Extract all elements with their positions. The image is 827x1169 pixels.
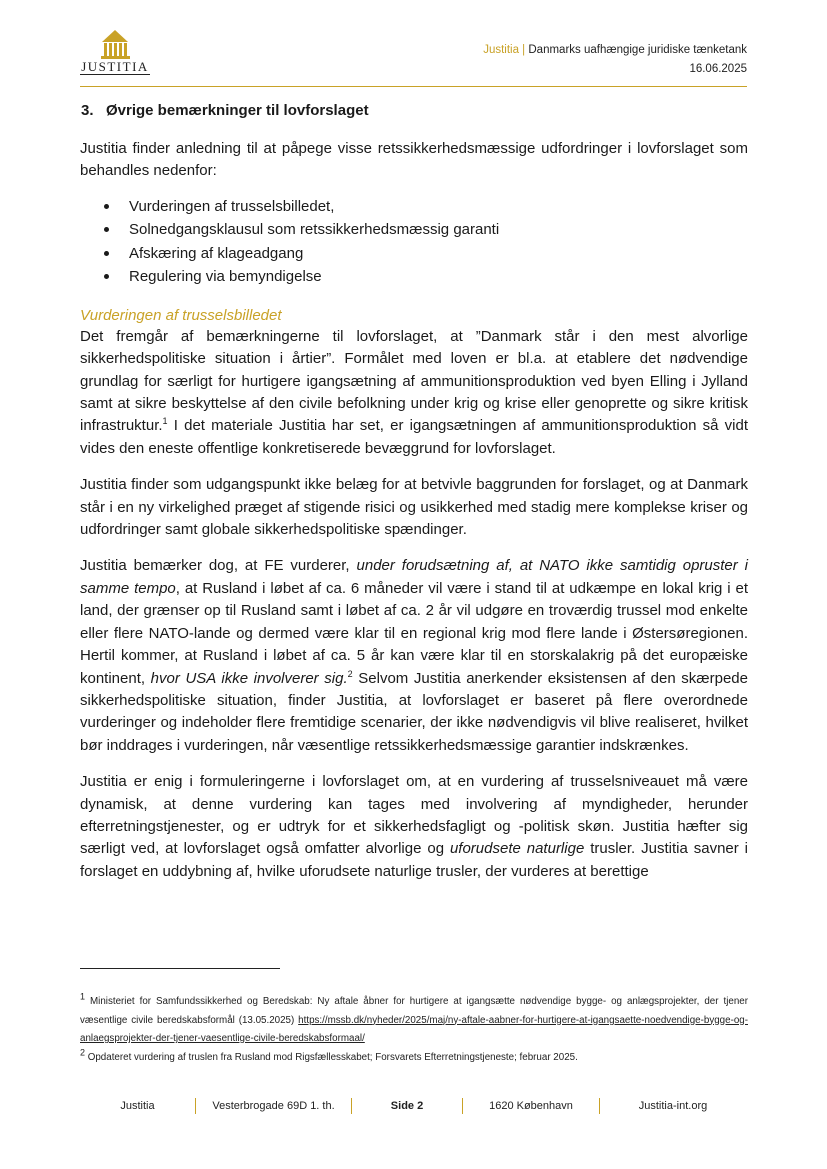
main-content: [80, 100, 748, 883]
section-title: Øvrige bemærkninger til lovforslaget: [106, 102, 369, 119]
paragraph-1-text: Det fremgår af bemærkningerne til lovforslaget, at ”Danmark står i den mest alvorlige sikkerhedspolitiske situation i årtier”. Formålet med loven er bl.a. at etablere det nødvendige grundlag for særligt for hurtigere igangsætning af ammunitionsproduktion ved byen Elling i Jylland samt at sikre beskyttelse af den civile befolkning under krig og krise eller genoprette og sikre kritisk infrastruktur.: [80, 327, 748, 435]
footnotes: [80, 993, 748, 1067]
footnote-2-text: Opdateret vurdering af truslen fra Rusland mod Rigsfællesskabet; Forsvarets Efterretningstjeneste; februar 2025.: [85, 1051, 578, 1063]
footnote-1-link[interactable]: https://mssb.dk/nyheder/2025/maj/ny-aftale-aabner-for-hurtigere-at-igangsaette-noedvendige-bygge-og-anlaegsprojekter-der-tjener-vaesentlige-civile-beredskabsformaal/: [80, 1014, 748, 1044]
footnote-1: [80, 993, 748, 1049]
header-tagline-line: [483, 41, 747, 60]
header-separator: |: [518, 44, 529, 56]
header-info: [483, 41, 747, 79]
paragraph-4: [80, 771, 748, 883]
paragraph-3-emphasis-1: under forudsætning af, at NATO ikke samtidig opruster i samme tempo: [80, 557, 748, 597]
logo-wordmark: JUSTITIA: [81, 59, 149, 74]
paragraph-4-text-a: Justitia er enig i formuleringerne i lovforslaget om, at en vurdering af trusselsniveauet må være dynamisk, at denne vurdering kan tages med involvering af myndigheder, herunder efterretningstjenester, og er udtryk for et sikkerhedsfagligt og -politisk skøn. Justitia hæfter sig særligt ved, at lovforslaget også omfatter alvorlige og: [80, 773, 748, 858]
header-brand: Justitia: [483, 44, 519, 56]
paragraph-3-emphasis-2: hvor USA ikke involverer sig.: [150, 669, 348, 687]
list-item: Afskæring af klageadgang: [80, 242, 748, 266]
subheading: Vurderingen af trusselsbilledet: [80, 306, 282, 324]
page-footer: [80, 1097, 747, 1115]
footnote-1-text: Ministeriet for Samfundssikkerhed og Beredskab: Ny aftale åbner for hurtigere at igangsætte nødvendige bygge- og anlægsprojekter, der tjener væsentlige civile beredskabsformål (13.05.2025): [80, 996, 748, 1026]
footer-address: Vesterbrogade 69D 1. th.: [212, 1100, 335, 1112]
footnote-2-number: 2: [80, 1047, 86, 1058]
header-tagline: Danmarks uafhængige juridiske tænketank: [528, 44, 747, 56]
paragraph-3-text-b: , at Rusland i løbet af ca. 6 måneder vil være i stand til at udkæmpe en lokal krig i et land, der grænser op til Rusland samt i løbet af ca. 2 år vil udgøre en troværdig trussel mod enkelte eller flere NATO-lande og dermed være klar til en regional krig mod flere lande i Østersøregionen. Hertil kommer, at Rusland i løbet af ca. 5 år kan være klar til en storskalakrig på det europæiske kontinent,: [80, 579, 748, 687]
paragraph-4-text-b: trusler. Justitia savner i forslaget en uddybning af, hvilke uforudsete naturlige trusler, der vurderes at berettige: [80, 840, 748, 880]
footnote-2: [80, 1049, 748, 1068]
temple-icon: [80, 28, 150, 60]
list-item: Solnedgangsklausul som retssikkerhedsmæssig garanti: [80, 218, 748, 242]
paragraph-4-emphasis: uforudsete naturlige: [449, 840, 585, 858]
paragraph-3-text-c: Selvom Justitia anerkender eksistensen af den skærpede sikkerhedspolitiske situation, finder Justitia, at lovforslaget er baseret på flere overordnede vurderinger og indeholder flere fremtidige scenarier, der ikke nødvendigvis vil blive realiseret, hvilket bør inddrages i vurderingen, når væsentlige retssikkerhedsmæssige garantier indskrænkes.: [80, 669, 748, 754]
list-item: Vurderingen af trusselsbilledet,: [80, 195, 748, 219]
paragraph-3: [80, 555, 748, 757]
paragraph-2: Justitia finder som udgangspunkt ikke belæg for at betvivle baggrunden for forslaget, og at Danmark står i en ny virkelighed præget af stigende risici og usikkerhed med stadig mere komplekse kriser og udfordringer samt globale sikkerhedspolitiske spændinger.: [80, 476, 748, 539]
list-item: Regulering via bemyndigelse: [80, 265, 748, 289]
header-date: 16.06.2025: [689, 63, 747, 75]
header-divider: [80, 86, 747, 87]
footer-org: Justitia: [120, 1100, 155, 1112]
footnote-ref-1[interactable]: 1: [162, 416, 168, 427]
footer-page-number: Side 2: [390, 1100, 424, 1112]
paragraph-3-text-a: Justitia bemærker dog, at FE vurderer,: [80, 557, 357, 575]
footnote-divider: [80, 968, 280, 969]
footnote-ref-2[interactable]: 2: [347, 668, 353, 679]
intro-paragraph: Justitia finder anledning til at påpege visse retssikkerhedsmæssige udfordringer i lovforslaget som behandles nedenfor:: [80, 140, 748, 180]
paragraph-1: [80, 326, 748, 460]
section-number: 3.: [81, 102, 94, 119]
section-heading: [80, 100, 748, 122]
footnote-1-number: 1: [80, 991, 86, 1002]
footer-city: 1620 København: [489, 1100, 573, 1112]
bullet-list: [80, 195, 748, 289]
footer-website[interactable]: Justitia-int.org: [638, 1100, 708, 1112]
paragraph-1-tail: I det materiale Justitia har set, er igangsætningen af ammunitionsproduktion så vidt vides den eneste offentlige konkretiserede bevæggrund for lovforslaget.: [80, 417, 748, 457]
